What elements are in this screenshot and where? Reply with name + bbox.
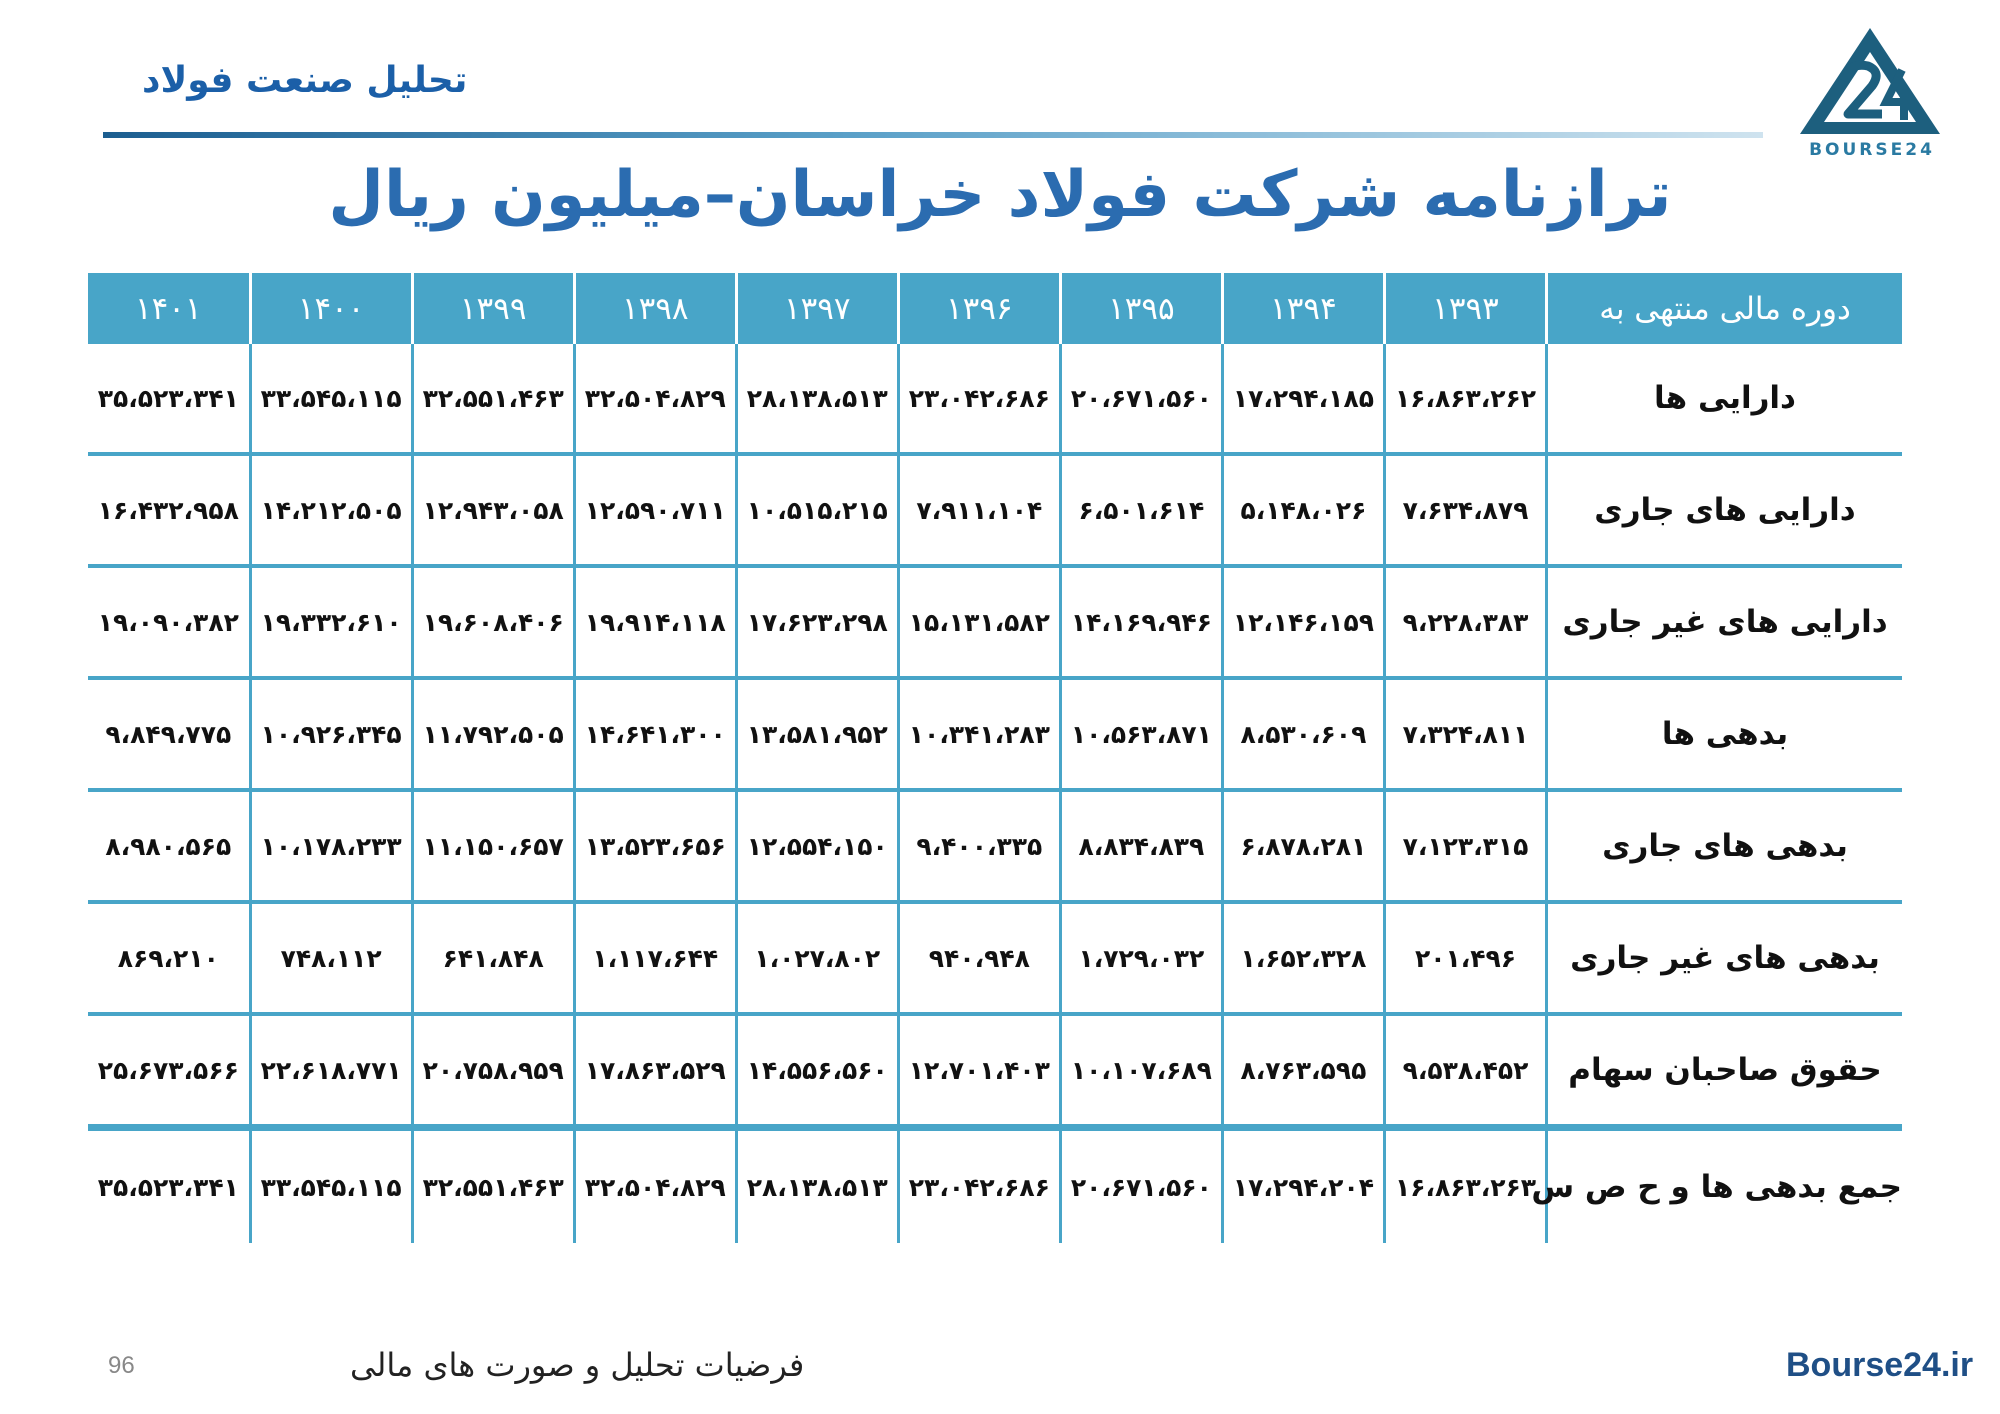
- header-period-label: دوره مالی منتهی به: [1547, 273, 1903, 344]
- footer-site-link[interactable]: Bourse24.ir: [1786, 1346, 1974, 1384]
- table-cell: ۷،۳۲۴،۸۱۱: [1384, 678, 1546, 790]
- table-cell: ۱۵،۱۳۱،۵۸۲: [898, 566, 1060, 678]
- logo-wordmark: BOURSE24: [1809, 140, 1935, 160]
- brand-text: تحلیل صنعت فولاد: [142, 60, 468, 101]
- header-rule: [103, 132, 1763, 138]
- table-cell: ۱۷،۸۶۳،۵۲۹: [574, 1014, 736, 1128]
- table-cell: ۱۱،۱۵۰،۶۵۷: [412, 790, 574, 902]
- table-cell: ۲۳،۰۴۲،۶۸۶: [898, 1128, 1060, 1244]
- table-cell: ۱۱،۷۹۲،۵۰۵: [412, 678, 574, 790]
- table-row: [88, 566, 1902, 678]
- header-year: ۱۳۹۳: [1384, 273, 1546, 344]
- table-cell: ۹،۴۰۰،۳۳۵: [898, 790, 1060, 902]
- table-cell: ۱۰،۱۷۸،۲۳۳: [250, 790, 412, 902]
- table-cell: ۹،۸۴۹،۷۷۵: [88, 678, 250, 790]
- table-cell: ۵،۱۴۸،۰۲۶: [1222, 454, 1384, 566]
- table-cell: ۱۹،۶۰۸،۴۰۶: [412, 566, 574, 678]
- table-cell: ۷۴۸،۱۱۲: [250, 902, 412, 1014]
- table-cell: ۱۲،۹۴۳،۰۵۸: [412, 454, 574, 566]
- table-row: [88, 678, 1902, 790]
- table-row: [88, 902, 1902, 1014]
- row-label: بدهی های غیر جاری: [1547, 902, 1903, 1014]
- table-cell: ۱۲،۵۹۰،۷۱۱: [574, 454, 736, 566]
- table-cell: ۳۳،۵۴۵،۱۱۵: [250, 1128, 412, 1244]
- table-cell: ۸،۹۸۰،۵۶۵: [88, 790, 250, 902]
- row-label: دارایی ها: [1547, 344, 1903, 454]
- header-year: ۱۳۹۴: [1222, 273, 1384, 344]
- table-cell: ۹۴۰،۹۴۸: [898, 902, 1060, 1014]
- header-year: ۱۴۰۱: [88, 273, 250, 344]
- header-year: ۱۳۹۵: [1060, 273, 1222, 344]
- table-cell: ۱۲،۱۴۶،۱۵۹: [1222, 566, 1384, 678]
- table-cell: ۱۷،۶۲۳،۲۹۸: [736, 566, 898, 678]
- table-cell: ۱۰،۵۱۵،۲۱۵: [736, 454, 898, 566]
- table-cell: ۱۰،۹۲۶،۳۴۵: [250, 678, 412, 790]
- table-cell: ۱۶،۸۶۳،۲۶۳: [1384, 1128, 1546, 1244]
- header-year: ۱۳۹۹: [412, 273, 574, 344]
- table-cell: ۲۰،۶۷۱،۵۶۰: [1060, 1128, 1222, 1244]
- row-label: دارایی های جاری: [1547, 454, 1903, 566]
- table-cell: ۱۴،۲۱۲،۵۰۵: [250, 454, 412, 566]
- row-label: بدهی های جاری: [1547, 790, 1903, 902]
- table-cell: ۸،۷۶۳،۵۹۵: [1222, 1014, 1384, 1128]
- table-cell: ۶،۵۰۱،۶۱۴: [1060, 454, 1222, 566]
- table-cell: ۳۲،۵۰۴،۸۲۹: [574, 1128, 736, 1244]
- table-row: [88, 1128, 1902, 1244]
- table-cell: ۱۷،۲۹۴،۱۸۵: [1222, 344, 1384, 454]
- table-cell: ۱،۶۵۲،۳۲۸: [1222, 902, 1384, 1014]
- table-cell: ۲۸،۱۳۸،۵۱۳: [736, 1128, 898, 1244]
- table-cell: ۱۲،۵۵۴،۱۵۰: [736, 790, 898, 902]
- table-cell: ۱۰،۳۴۱،۲۸۳: [898, 678, 1060, 790]
- table-cell: ۳۳،۵۴۵،۱۱۵: [250, 344, 412, 454]
- table-cell: ۱،۷۲۹،۰۳۲: [1060, 902, 1222, 1014]
- balance-sheet-table: [88, 273, 1902, 1240]
- table-cell: ۳۵،۵۲۳،۳۴۱: [97, 1172, 239, 1202]
- table-row: [88, 344, 1902, 454]
- table-cell: ۱۴،۱۶۹،۹۴۶: [1060, 566, 1222, 678]
- table-row: [88, 790, 1902, 902]
- table-cell: ۱۹،۹۱۴،۱۱۸: [574, 566, 736, 678]
- page-title: ترازنامه شرکت فولاد خراسان–میلیون ریال: [328, 158, 1672, 232]
- table-cell: ۷،۱۲۳،۳۱۵: [1384, 790, 1546, 902]
- header-year: ۱۳۹۷: [736, 273, 898, 344]
- table-cell: ۸،۵۳۰،۶۰۹: [1222, 678, 1384, 790]
- table-cell: ۲۵،۶۷۳،۵۶۶: [88, 1014, 250, 1128]
- table-cell: ۲۰۱،۴۹۶: [1384, 902, 1546, 1014]
- table-cell: ۱۴،۵۵۶،۵۶۰: [736, 1014, 898, 1128]
- table-cell: ۱۳،۵۸۱،۹۵۲: [736, 678, 898, 790]
- table-cell: ۸،۸۳۴،۸۳۹: [1060, 790, 1222, 902]
- table-cell: ۳۲،۵۰۴،۸۲۹: [574, 344, 736, 454]
- row-label: بدهی ها: [1547, 678, 1903, 790]
- table-cell: ۱۹،۳۳۲،۶۱۰: [250, 566, 412, 678]
- table-cell: ۲۲،۶۱۸،۷۷۱: [250, 1014, 412, 1128]
- table-cell: ۲۳،۰۴۲،۶۸۶: [898, 344, 1060, 454]
- table-cell: ۱۲،۷۰۱،۴۰۳: [898, 1014, 1060, 1128]
- header-year: ۱۳۹۸: [574, 273, 736, 344]
- table-cell: ۱،۱۱۷،۶۴۴: [574, 902, 736, 1014]
- page-number: 96: [108, 1352, 135, 1379]
- table-cell: ۷،۶۳۴،۸۷۹: [1384, 454, 1546, 566]
- table-cell: ۱،۰۲۷،۸۰۲: [736, 902, 898, 1014]
- header-year: ۱۳۹۶: [898, 273, 1060, 344]
- table-cell: ۱۷،۲۹۴،۲۰۴: [1222, 1128, 1384, 1244]
- table-cell: ۹،۵۳۸،۴۵۲: [1384, 1014, 1546, 1128]
- table-cell: ۲۰،۶۷۱،۵۶۰: [1060, 344, 1222, 454]
- row-label: جمع بدهی ها و ح ص س: [1547, 1128, 1903, 1244]
- table-cell: ۳۲،۵۵۱،۴۶۳: [412, 344, 574, 454]
- table-header-row: [88, 273, 1902, 344]
- table-cell: ۹،۲۲۸،۳۸۳: [1384, 566, 1546, 678]
- table-cell: ۳۲،۵۵۱،۴۶۳: [412, 1128, 574, 1244]
- table-cell: ۷،۹۱۱،۱۰۴: [898, 454, 1060, 566]
- table-row: [88, 454, 1902, 566]
- table-cell: ۳۵،۵۲۳،۳۴۱: [88, 344, 250, 454]
- table-cell: ۲۰،۷۵۸،۹۵۹: [412, 1014, 574, 1128]
- table-cell: ۸۶۹،۲۱۰: [88, 902, 250, 1014]
- table-cell: ۲۸،۱۳۸،۵۱۳: [736, 344, 898, 454]
- row-label: دارایی های غیر جاری: [1547, 566, 1903, 678]
- table-cell: ۶۴۱،۸۴۸: [412, 902, 574, 1014]
- row-label: حقوق صاحبان سهام: [1547, 1014, 1903, 1128]
- table-cell: ۱۳،۵۲۳،۶۵۶: [574, 790, 736, 902]
- header-year: ۱۴۰۰: [250, 273, 412, 344]
- table-cell: ۱۶،۴۳۲،۹۵۸: [88, 454, 250, 566]
- footer-subtitle: فرضیات تحلیل و صورت های مالی: [350, 1346, 805, 1384]
- table-cell: ۶،۸۷۸،۲۸۱: [1222, 790, 1384, 902]
- table-cell: ۱۴،۶۴۱،۳۰۰: [574, 678, 736, 790]
- table-cell: ۱۰،۵۶۳،۸۷۱: [1060, 678, 1222, 790]
- table-cell: ۱۹،۰۹۰،۳۸۲: [88, 566, 250, 678]
- table-cell: ۱۰،۱۰۷،۶۸۹: [1060, 1014, 1222, 1128]
- table-cell: ۱۶،۸۶۳،۲۶۲: [1384, 344, 1546, 454]
- table-row: [88, 1014, 1902, 1128]
